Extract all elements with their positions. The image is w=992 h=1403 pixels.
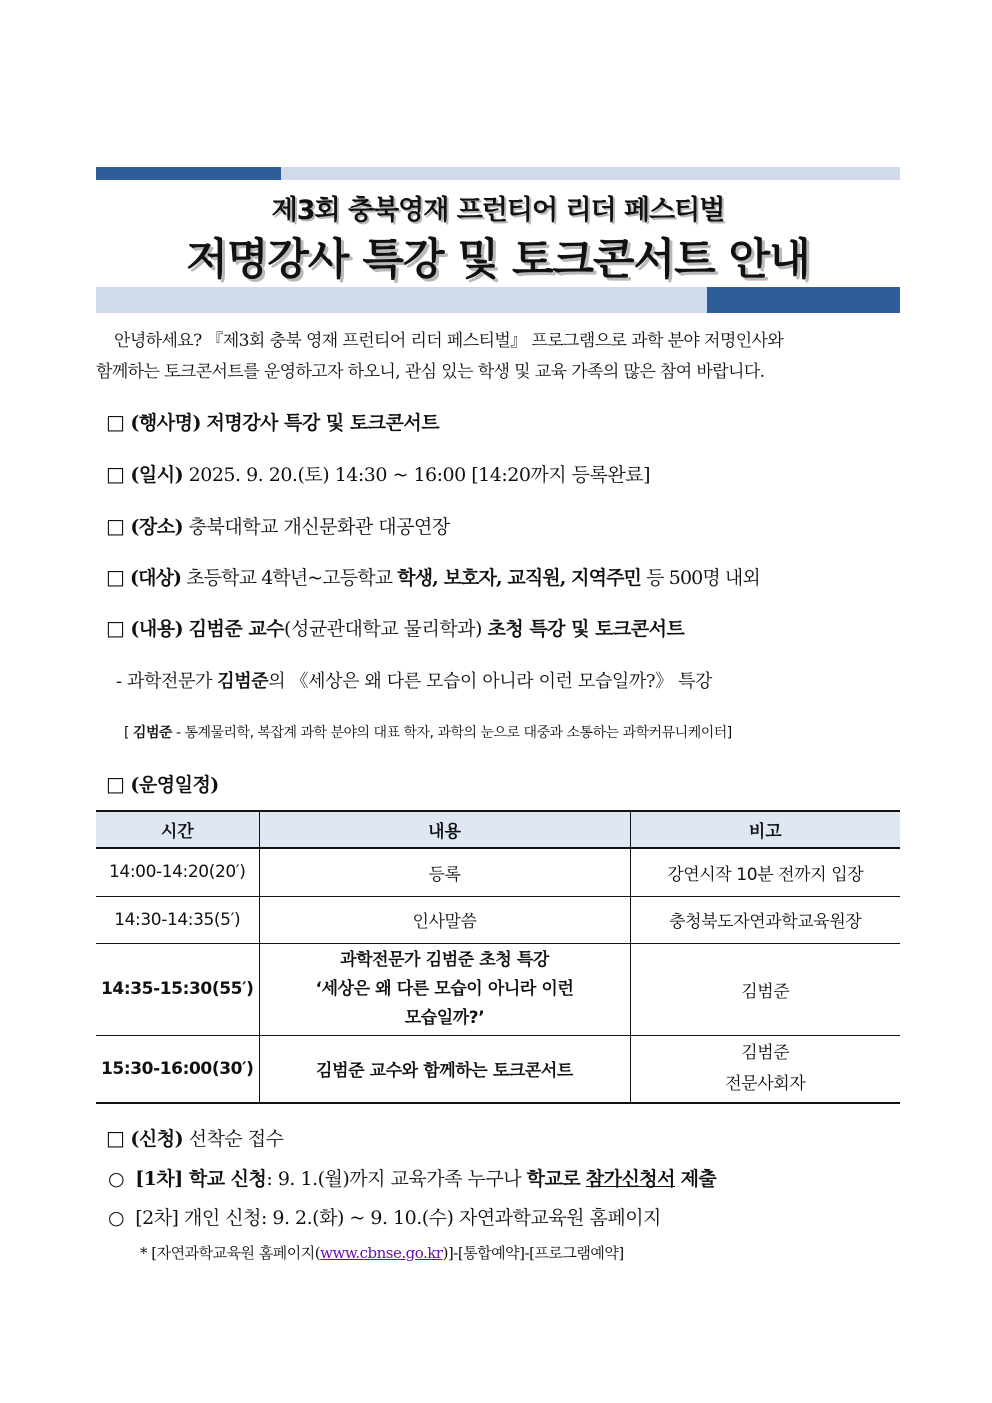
cell-content-line-1: 과학전문가 김범준 초청 특강: [340, 949, 549, 970]
header-note: 비고: [630, 811, 900, 848]
table-row: [96, 1035, 900, 1103]
cell-note: 충청북도자연과학교육원장: [630, 896, 900, 943]
cell-content-line-2: ‘세상은 왜 다른 모습이 아니라 이런: [315, 978, 574, 999]
checkbox-icon: □: [106, 616, 125, 640]
table-row: [96, 896, 900, 943]
content-sub-pre: - 과학전문가: [116, 671, 218, 692]
checkbox-icon: □: [106, 772, 125, 796]
item-content-tail: 초청 특강 및 토크콘서트: [487, 618, 685, 640]
cell-time: 14:35-15:30(55′): [96, 943, 259, 1035]
cell-content: 등록: [259, 848, 630, 896]
item-event-value: 저명강사 특강 및 토크콘서트: [206, 412, 440, 434]
item-target-label: (대상): [130, 567, 182, 589]
item-date-value: 2025. 9. 20.(토) 14:30 ~ 16:00 [14:20까지 등록완료]: [188, 464, 650, 486]
checkbox-icon: □: [106, 1126, 125, 1150]
apply-note: [140, 1242, 910, 1263]
content-sub-name: 김범준: [217, 671, 269, 692]
header-time: 시간: [96, 811, 259, 848]
content-note-text: - 통계물리학, 복잡계 과학 분야의 대표 학자, 과학의 눈으로 대중과 소통하는 과학커뮤니케이터]: [172, 725, 732, 741]
cell-time: 14:30-14:35(5′): [96, 896, 259, 943]
checkbox-icon: □: [106, 410, 125, 434]
top-bar-light: [281, 167, 900, 180]
cell-time: 15:30-16:00(30′): [96, 1035, 259, 1103]
item-date: [106, 460, 906, 487]
apply-first: [108, 1164, 908, 1191]
apply-first-mid: : 9. 1.(월)까지 교육가족 누구나: [266, 1168, 527, 1190]
apply-first-bold3: 제출: [680, 1168, 717, 1190]
item-target: [106, 563, 906, 590]
item-event: [106, 408, 906, 435]
cell-content-line-3: 모습일까?’: [404, 1007, 485, 1028]
bottom-bar-dark: [707, 287, 900, 313]
checkbox-icon: □: [106, 514, 125, 538]
cell-note: 김범준: [630, 943, 900, 1035]
content-sub-line: [116, 667, 896, 693]
apply-second-text: [2차] 개인 신청: 9. 2.(화) ~ 9. 10.(수) 자연과학교육원 홈페이지: [135, 1207, 661, 1229]
item-content: [106, 614, 906, 641]
cell-note-line-2: 전문사회자: [725, 1073, 806, 1094]
intro-line-1: 안녕하세요? 『제3회 충북 영재 프런티어 리더 페스티벌』 프로그램으로 과학 분야 저명인사와: [114, 331, 784, 351]
title-line-2: 저명강사 특강 및 토크콘서트 안내: [186, 235, 810, 285]
content-note-name: 김범준: [132, 725, 172, 741]
item-content-label: (내용): [130, 618, 184, 640]
intro-line-2: 함께하는 토크콘서트를 운영하고자 하오니, 관심 있는 학생 및 교육 가족의 많은 참여 바랍니다.: [96, 362, 765, 382]
intro-paragraph: [96, 326, 900, 388]
item-content-paren: (성균관대학교 물리학과): [284, 618, 482, 640]
item-schedule: [106, 770, 906, 797]
cell-content: 김범준 교수와 함께하는 토크콘서트: [259, 1035, 630, 1103]
apply-first-bold1: [1차] 학교 신청: [135, 1168, 267, 1190]
bottom-bar-light: [96, 287, 707, 313]
item-target-bold: 학생, 보호자, 교직원, 지역주민: [397, 567, 642, 589]
apply-first-underline: 참가신청서: [585, 1168, 676, 1190]
cell-content: 인사말씀: [259, 896, 630, 943]
cell-note: 강연시작 10분 전까지 입장: [630, 848, 900, 896]
apply-note-post: )]-[통합예약]-[프로그램예약]: [442, 1244, 624, 1262]
checkbox-icon: □: [106, 565, 124, 589]
apply-second: [108, 1203, 908, 1230]
content-note: [124, 722, 894, 742]
cell-time: 14:00-14:20(20′): [96, 848, 259, 896]
item-schedule-label: (운영일정): [130, 774, 219, 796]
schedule-table: [96, 810, 900, 1104]
item-content-name: 김범준 교수: [188, 618, 285, 640]
item-apply-label: (신청): [130, 1128, 184, 1150]
cell-note: [630, 1035, 900, 1103]
table-header-row: [96, 811, 900, 848]
item-date-label: (일시): [130, 464, 184, 486]
checkbox-icon: □: [106, 462, 125, 486]
bullet-icon: ○: [108, 1207, 125, 1229]
content-sub-post: 의 《세상은 왜 다른 모습이 아니라 이런 모습일까?》 특강: [268, 671, 713, 692]
homepage-link[interactable]: www.cbnse.go.kr: [320, 1244, 443, 1262]
item-target-post: 등 500명 내외: [646, 567, 760, 589]
title-line-1: 제3회 충북영재 프런티어 리더 페스티벌: [271, 195, 725, 226]
table-row: [96, 848, 900, 896]
apply-note-pre: * [자연과학교육원 홈페이지(: [140, 1244, 321, 1262]
cell-content: [259, 943, 630, 1035]
table-row: [96, 943, 900, 1035]
item-place: [106, 512, 906, 539]
top-bar-dark: [96, 167, 281, 180]
bullet-icon: ○: [108, 1168, 125, 1190]
item-target-pre: 초등학교 4학년~고등학교: [186, 567, 393, 589]
content-note-open: [: [124, 725, 133, 741]
header-content: 내용: [259, 811, 630, 848]
apply-first-bold2: 학교로: [526, 1168, 581, 1190]
item-place-value: 충북대학교 개신문화관 대공연장: [188, 516, 450, 538]
cell-note-line-1: 김범준: [741, 1042, 790, 1063]
item-event-label: (행사명): [130, 412, 201, 434]
item-apply: [106, 1124, 906, 1151]
item-place-label: (장소): [130, 516, 184, 538]
item-apply-value: 선착순 접수: [188, 1128, 284, 1150]
